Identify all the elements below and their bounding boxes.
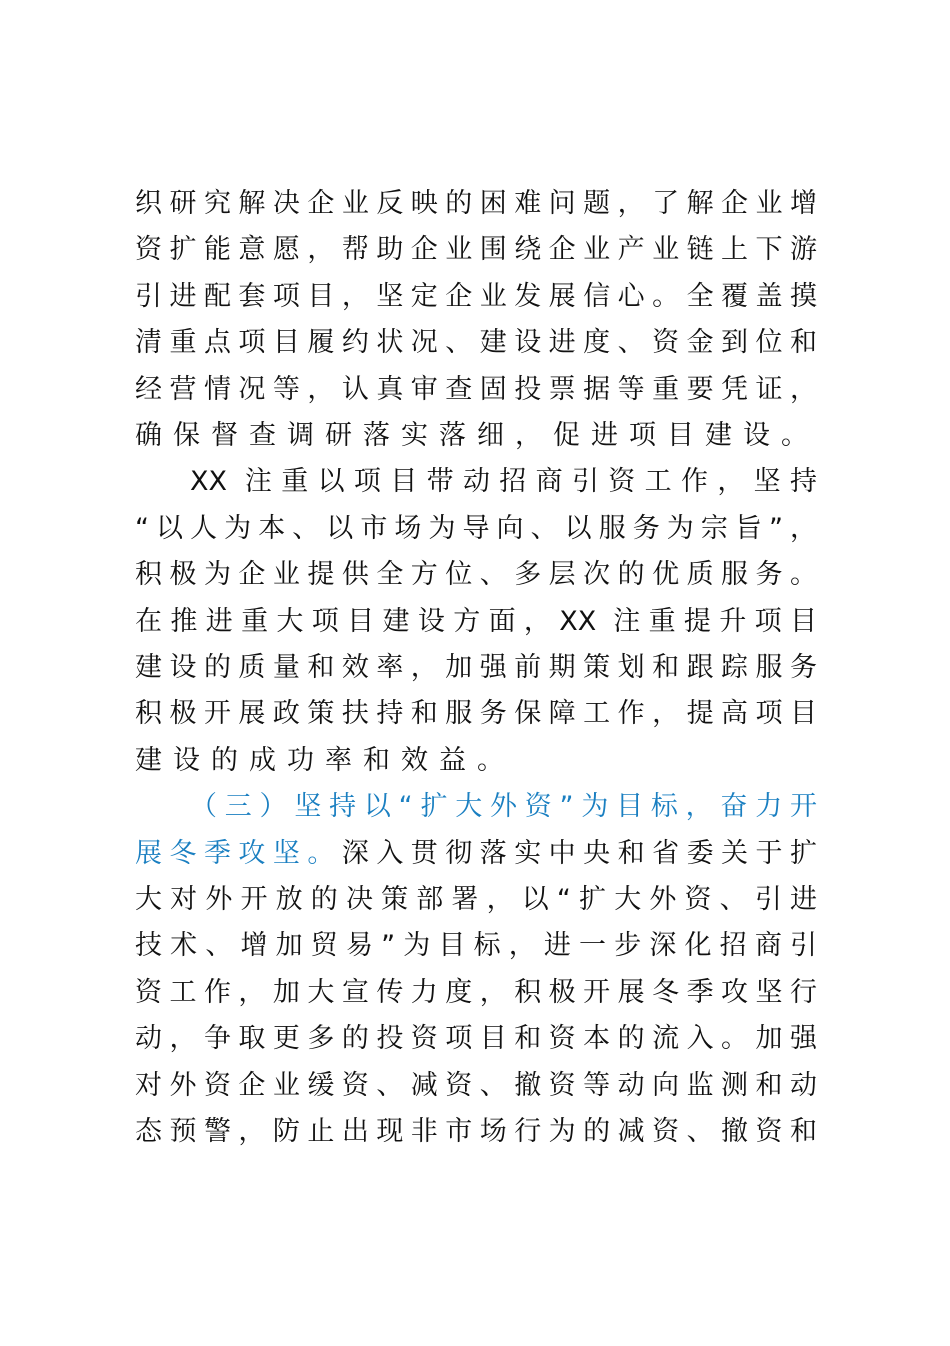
paragraph-line: [135, 834, 817, 874]
paragraph-line: 确保督查调研落实落细，促进项目建设。: [135, 420, 819, 451]
paragraph-line: 大对外开放的决策部署，以“扩大外资、引进: [135, 884, 817, 915]
paragraph-line: 清重点项目履约状况、建设进度、资金到位和: [135, 327, 817, 358]
paragraph-line: 在推进重大项目建设方面，XX 注重提升项目: [135, 606, 817, 637]
paragraph-line: XX 注重以项目带动招商引资工作，坚持: [190, 466, 817, 497]
paragraph-line: 态预警，防止出现非市场行为的减资、撤资和: [135, 1116, 817, 1147]
paragraph-line: “以人为本、以市场为导向、以服务为宗旨”，: [135, 513, 817, 544]
paragraph-line: 建设的成功率和效益。: [135, 745, 515, 776]
paragraph-line: 对外资企业缓资、减资、撤资等动向监测和动: [135, 1070, 817, 1101]
paragraph-line: 资工作，加大宣传力度，积极开展冬季攻坚行: [135, 977, 817, 1008]
paragraph-line: 积极为企业提供全方位、多层次的优质服务。: [135, 559, 817, 590]
paragraph-line: 建设的质量和效率，加强前期策划和跟踪服务: [135, 652, 817, 683]
section-heading: （三）坚持以“扩大外资”为目标，奋力开: [190, 791, 817, 822]
paragraph-line: 资扩能意愿，帮助企业围绕企业产业链上下游: [135, 234, 817, 265]
paragraph-line: 引进配套项目，坚定企业发展信心。全覆盖摸: [135, 281, 817, 312]
paragraph-line: 积极开展政策扶持和服务保障工作，提高项目: [135, 698, 817, 729]
section-heading-continuation: 展冬季攻坚。: [135, 838, 342, 869]
paragraph-text: 深入贯彻落实中央和省委关于扩: [341, 838, 818, 869]
paragraph-line: 动，争取更多的投资项目和资本的流入。加强: [135, 1023, 817, 1054]
paragraph-line: 经营情况等，认真审查固投票据等重要凭证，: [135, 374, 817, 405]
paragraph-line: 技术、增加贸易”为目标，进一步深化招商引: [135, 930, 817, 961]
paragraph-line: 织研究解决企业反映的困难问题，了解企业增: [135, 188, 817, 219]
